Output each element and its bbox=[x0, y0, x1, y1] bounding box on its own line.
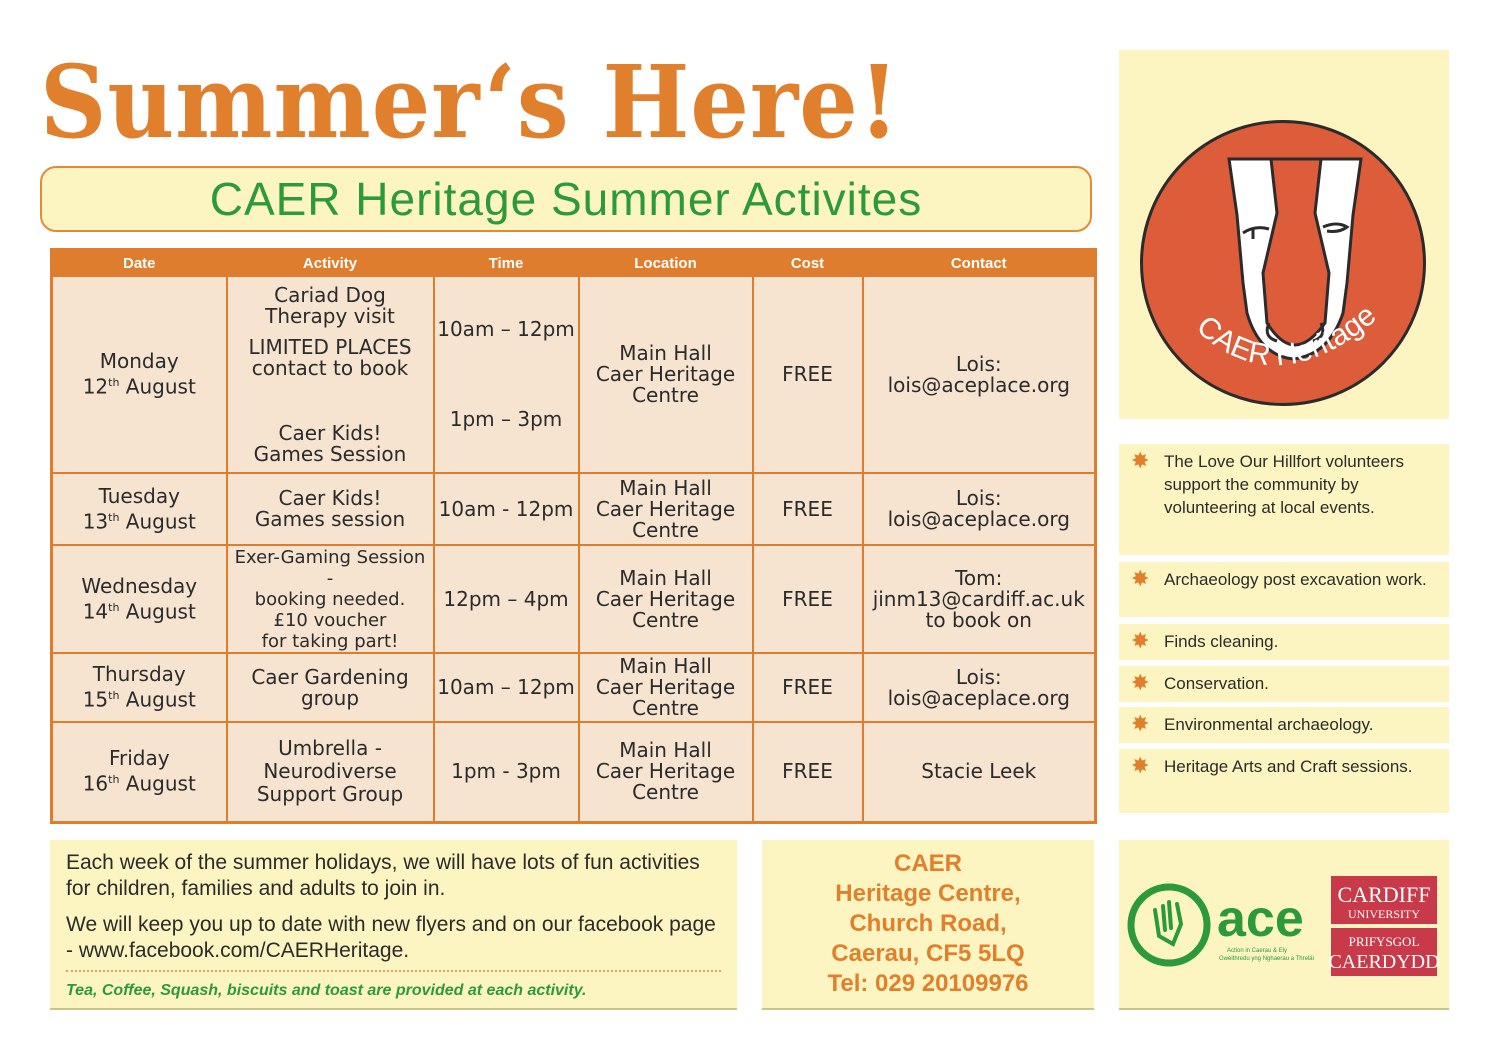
date-text: 15th August bbox=[82, 687, 196, 712]
list-item: ✸ Finds cleaning. bbox=[1119, 624, 1449, 660]
time-slot: 10am – 12pm bbox=[437, 317, 575, 341]
university-text: UNIVERSITY bbox=[1348, 907, 1420, 921]
address-line: Caerau, CF5 5LQ bbox=[831, 940, 1025, 967]
star-bullet-icon: ✸ bbox=[1131, 711, 1150, 736]
address-line: Heritage Centre, bbox=[835, 880, 1021, 907]
star-bullet-icon: ✸ bbox=[1131, 628, 1150, 653]
contact-cell: Tom: jinm13@cardiff.ac.uk to book on bbox=[863, 545, 1096, 653]
location-cell: Main Hall Caer Heritage Centre bbox=[579, 276, 753, 473]
date-cell bbox=[52, 473, 227, 545]
column-header-cost: Cost bbox=[753, 250, 863, 277]
logo-text: CAER Heritage bbox=[1190, 298, 1383, 373]
contact-email[interactable]: lois@aceplace.org bbox=[887, 372, 1070, 397]
activity-line: Games Session bbox=[253, 441, 407, 466]
activity-line: Caer Kids! bbox=[278, 420, 382, 445]
location-cell: Main Hall Caer Heritage Centre bbox=[579, 722, 753, 822]
star-bullet-icon: ✸ bbox=[1131, 448, 1150, 473]
contact-email[interactable]: lois@aceplace.org bbox=[887, 685, 1070, 710]
date-text: 13th August bbox=[82, 509, 196, 534]
day-name: Friday bbox=[108, 746, 170, 771]
activity-line: Cariad Dog bbox=[274, 282, 386, 307]
time-cell bbox=[434, 276, 579, 473]
date-cell bbox=[52, 276, 227, 473]
list-item: ✸ Conservation. bbox=[1119, 666, 1449, 702]
hands-icon bbox=[1155, 902, 1181, 944]
day-name: Thursday bbox=[92, 662, 186, 687]
activity-line: LIMITED PLACES bbox=[248, 334, 412, 359]
time-cell: 1pm - 3pm bbox=[434, 722, 579, 822]
partner-logos-panel bbox=[1119, 840, 1449, 1010]
time-cell: 12pm – 4pm bbox=[434, 545, 579, 653]
location-cell: Main Hall Caer Heritage Centre bbox=[579, 545, 753, 653]
location-cell: Main Hall Caer Heritage Centre bbox=[579, 473, 753, 545]
contact-cell: Lois: lois@aceplace.org bbox=[863, 276, 1096, 473]
activity-cell: Umbrella - Neurodiverse Support Group bbox=[227, 722, 434, 822]
activity-line: contact to book bbox=[251, 355, 409, 380]
caer-heritage-logo bbox=[1140, 120, 1426, 406]
day-name: Wednesday bbox=[81, 573, 198, 598]
horse-head-icon bbox=[1143, 123, 1423, 403]
list-item: ✸ Archaeology post excavation work. bbox=[1119, 562, 1449, 617]
activity-cell bbox=[227, 276, 434, 473]
contact-cell: Lois: lois@aceplace.org bbox=[863, 653, 1096, 722]
column-header-contact: Contact bbox=[863, 250, 1096, 277]
address-line: Church Road, bbox=[849, 910, 1007, 937]
caerdydd-text: CAERDYDD bbox=[1328, 951, 1440, 973]
location-cell: Main Hall Caer Heritage Centre bbox=[579, 653, 753, 722]
prifysgol-text: PRIFYSGOL bbox=[1348, 934, 1420, 949]
info-paragraph: Each week of the summer holidays, we will have lots of fun activities for children, families and adults to join in. bbox=[66, 851, 700, 900]
time-cell: 10am - 12pm bbox=[434, 473, 579, 545]
date-cell bbox=[52, 545, 227, 653]
list-item: ✸ Environmental archaeology. bbox=[1119, 707, 1449, 743]
activity-table bbox=[50, 248, 1097, 824]
cost-cell: FREE bbox=[753, 473, 863, 545]
activity-cell: Exer-Gaming Session - booking needed. £10 voucher for taking part! bbox=[227, 545, 434, 653]
table-row bbox=[52, 722, 1096, 822]
cardiff-text: CARDIFF bbox=[1337, 882, 1431, 907]
date-cell bbox=[52, 722, 227, 822]
activity-cell: Caer Gardening group bbox=[227, 653, 434, 722]
phone-number: Tel: 029 20109976 bbox=[827, 970, 1029, 997]
ace-tagline: Action in Caerau & Ely bbox=[1227, 948, 1288, 954]
activity-line: Therapy visit bbox=[265, 303, 395, 328]
list-item: ✸ The Love Our Hillfort volunteers support the community by volunteering at local events. bbox=[1119, 444, 1449, 555]
dotted-divider bbox=[66, 970, 721, 972]
cost-cell: FREE bbox=[753, 545, 863, 653]
ace-tagline-welsh: Gweithredu yng Nghaerau a Threlái bbox=[1219, 956, 1314, 962]
day-name: Monday bbox=[99, 349, 179, 374]
time-slot: 1pm – 3pm bbox=[449, 407, 563, 431]
date-cell bbox=[52, 653, 227, 722]
date-text: 12th August bbox=[82, 374, 196, 399]
column-header-time: Time bbox=[434, 250, 579, 277]
column-header-date: Date bbox=[52, 250, 227, 277]
ace-logo bbox=[1131, 887, 1314, 963]
contact-cell: Lois: lois@aceplace.org bbox=[863, 473, 1096, 545]
column-header-location: Location bbox=[579, 250, 753, 277]
list-item: ✸ Heritage Arts and Craft sessions. bbox=[1119, 749, 1449, 813]
time-cell: 10am – 12pm bbox=[434, 653, 579, 722]
star-bullet-icon: ✸ bbox=[1131, 566, 1150, 591]
star-bullet-icon: ✸ bbox=[1131, 753, 1150, 778]
contact-cell: Stacie Leek bbox=[863, 722, 1096, 822]
cost-cell: FREE bbox=[753, 653, 863, 722]
ace-wordmark: ace bbox=[1217, 890, 1304, 948]
table-row bbox=[52, 473, 1096, 545]
cost-cell: FREE bbox=[753, 722, 863, 822]
day-name: Tuesday bbox=[98, 483, 180, 508]
refreshments-note: Tea, Coffee, Squash, biscuits and toast are provided at each activity. bbox=[66, 982, 587, 999]
date-text: 16th August bbox=[82, 772, 196, 797]
info-panel bbox=[50, 840, 737, 1010]
contact-email[interactable]: lois@aceplace.org bbox=[887, 507, 1070, 531]
date-text: 14th August bbox=[82, 599, 196, 624]
cost-cell: FREE bbox=[753, 276, 863, 473]
table-row bbox=[52, 545, 1096, 653]
activity-cell: Caer Kids! Games session bbox=[227, 473, 434, 545]
info-paragraph: We will keep you up to date with new flyers and on our facebook page - www.facebook.com/CAERHeritage. bbox=[66, 913, 716, 962]
column-header-activity: Activity bbox=[227, 250, 434, 277]
address-panel bbox=[762, 840, 1094, 1010]
cardiff-university-logo bbox=[1328, 876, 1439, 976]
page-title: Summer‘s Here! bbox=[40, 43, 900, 161]
table-row bbox=[52, 276, 1096, 473]
subtitle-text: CAER Heritage Summer Activites bbox=[209, 173, 923, 225]
table-row bbox=[52, 653, 1096, 722]
subtitle-banner bbox=[40, 166, 1092, 232]
star-bullet-icon: ✸ bbox=[1131, 670, 1150, 695]
address-line: CAER bbox=[893, 850, 962, 877]
table-header-row bbox=[52, 250, 1096, 277]
logo-panel bbox=[1119, 50, 1449, 419]
contact-email[interactable]: jinm13@cardiff.ac.uk bbox=[872, 586, 1085, 611]
